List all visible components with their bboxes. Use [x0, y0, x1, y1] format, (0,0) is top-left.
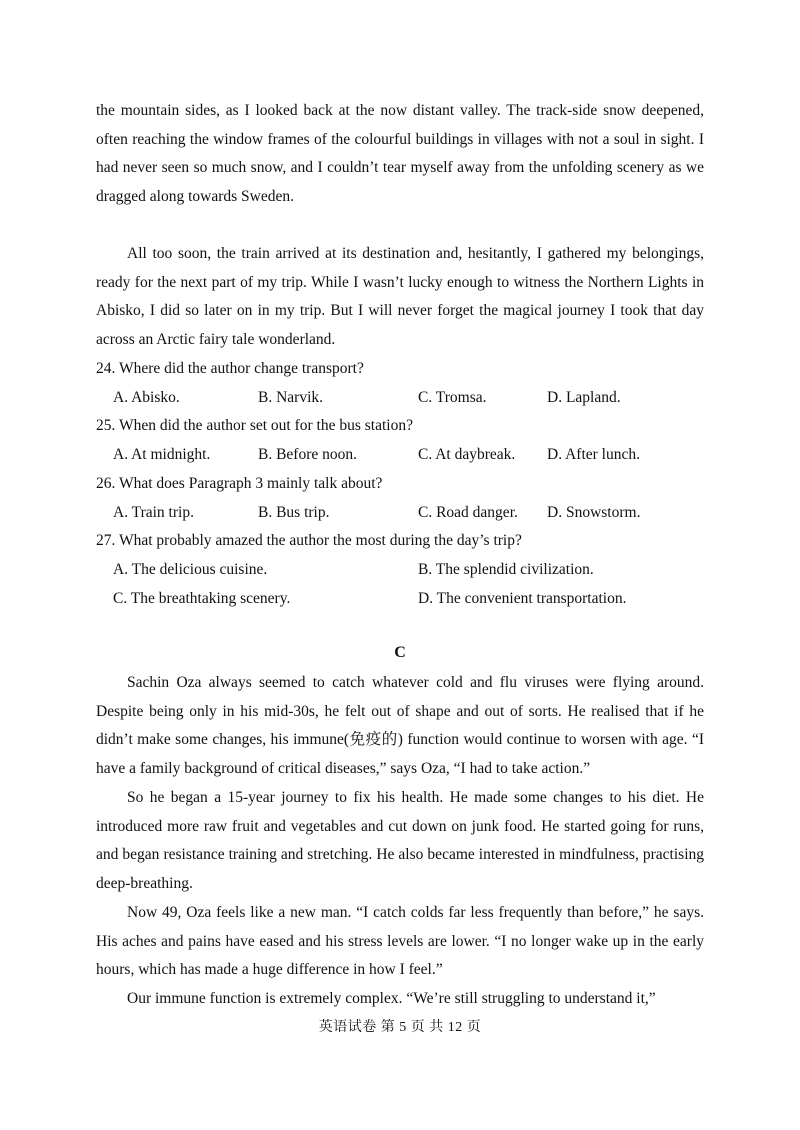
option-c: C. The breathtaking scenery.: [113, 590, 291, 607]
question-stem: 27. What probably amazed the author the most during the day’s trip?: [96, 532, 522, 549]
option-c: C. Road danger.: [418, 504, 518, 521]
option-b: B. Narvik.: [258, 389, 324, 406]
section-c-title: C: [394, 644, 406, 661]
passage-b-paragraph-1: the mountain sides, as I looked back at the now distant valley. The track-side snow deepened, often reaching the window frames of the colourful buildings in villages with not a soul in sight. I had never seen so much snow, and I couldn’t tear myself away from the unfolding scenery as we dragged along towards Sweden.: [96, 102, 704, 206]
option-a: A. The delicious cuisine.: [113, 561, 268, 578]
passage-b-paragraph-2: All too soon, the train arrived at its destination and, hesitantly, I gathered my belongings, ready for the next part of my trip. While I wasn’t lucky enough to witness the Northern Lights in Abisko, I did so later on in my trip. But I will never forget the magical journey I took that day across an Arctic fairy tale wonderland.: [96, 245, 704, 349]
question-stem: 24. Where did the author change transport?: [96, 360, 364, 377]
page-footer: 英语试卷 第 5 页 共 12 页: [318, 1020, 482, 1035]
option-c: C. At daybreak.: [418, 446, 516, 463]
option-b: B. The splendid civilization.: [418, 561, 594, 578]
option-a: A. Train trip.: [113, 504, 194, 521]
passage-c-paragraph-2: So he began a 15-year journey to fix his health. He made some changes to his diet. He introduced more raw fruit and vegetables and cut down on junk food. He started going for runs, and began resistance training and stretching. He also became interested in mindfulness, practising deep-breathing.: [96, 789, 704, 893]
option-a: A. Abisko.: [113, 389, 180, 406]
option-d: D. Snowstorm.: [547, 504, 641, 521]
question-stem: 26. What does Paragraph 3 mainly talk about?: [96, 475, 383, 492]
passage-c-paragraph-1: Sachin Oza always seemed to catch whatever cold and flu viruses were flying around. Despite being only in his mid-30s, he felt out of shape and out of sorts. He realised that if he didn’t make some changes, his immune(免疫的) function would continue to worsen with age. “I have a family background of critical diseases,” says Oza, “I had to take action.”: [96, 674, 704, 778]
option-d: D. After lunch.: [547, 446, 640, 463]
option-d: D. The convenient transportation.: [418, 590, 627, 607]
option-b: B. Bus trip.: [258, 504, 330, 521]
question-stem: 25. When did the author set out for the bus station?: [96, 417, 413, 434]
passage-c-paragraph-3: Now 49, Oza feels like a new man. “I catch colds far less frequently than before,” he says. His aches and pains have eased and his stress levels are lower. “I no longer wake up in the early hours, which has made a huge difference in how I feel.”: [96, 904, 704, 979]
option-c: C. Tromsa.: [418, 389, 487, 406]
option-b: B. Before noon.: [258, 446, 358, 463]
passage-c-paragraph-4: Our immune function is extremely complex. “We’re still struggling to understand it,”: [127, 990, 656, 1007]
option-a: A. At midnight.: [113, 446, 211, 463]
option-d: D. Lapland.: [547, 389, 621, 406]
